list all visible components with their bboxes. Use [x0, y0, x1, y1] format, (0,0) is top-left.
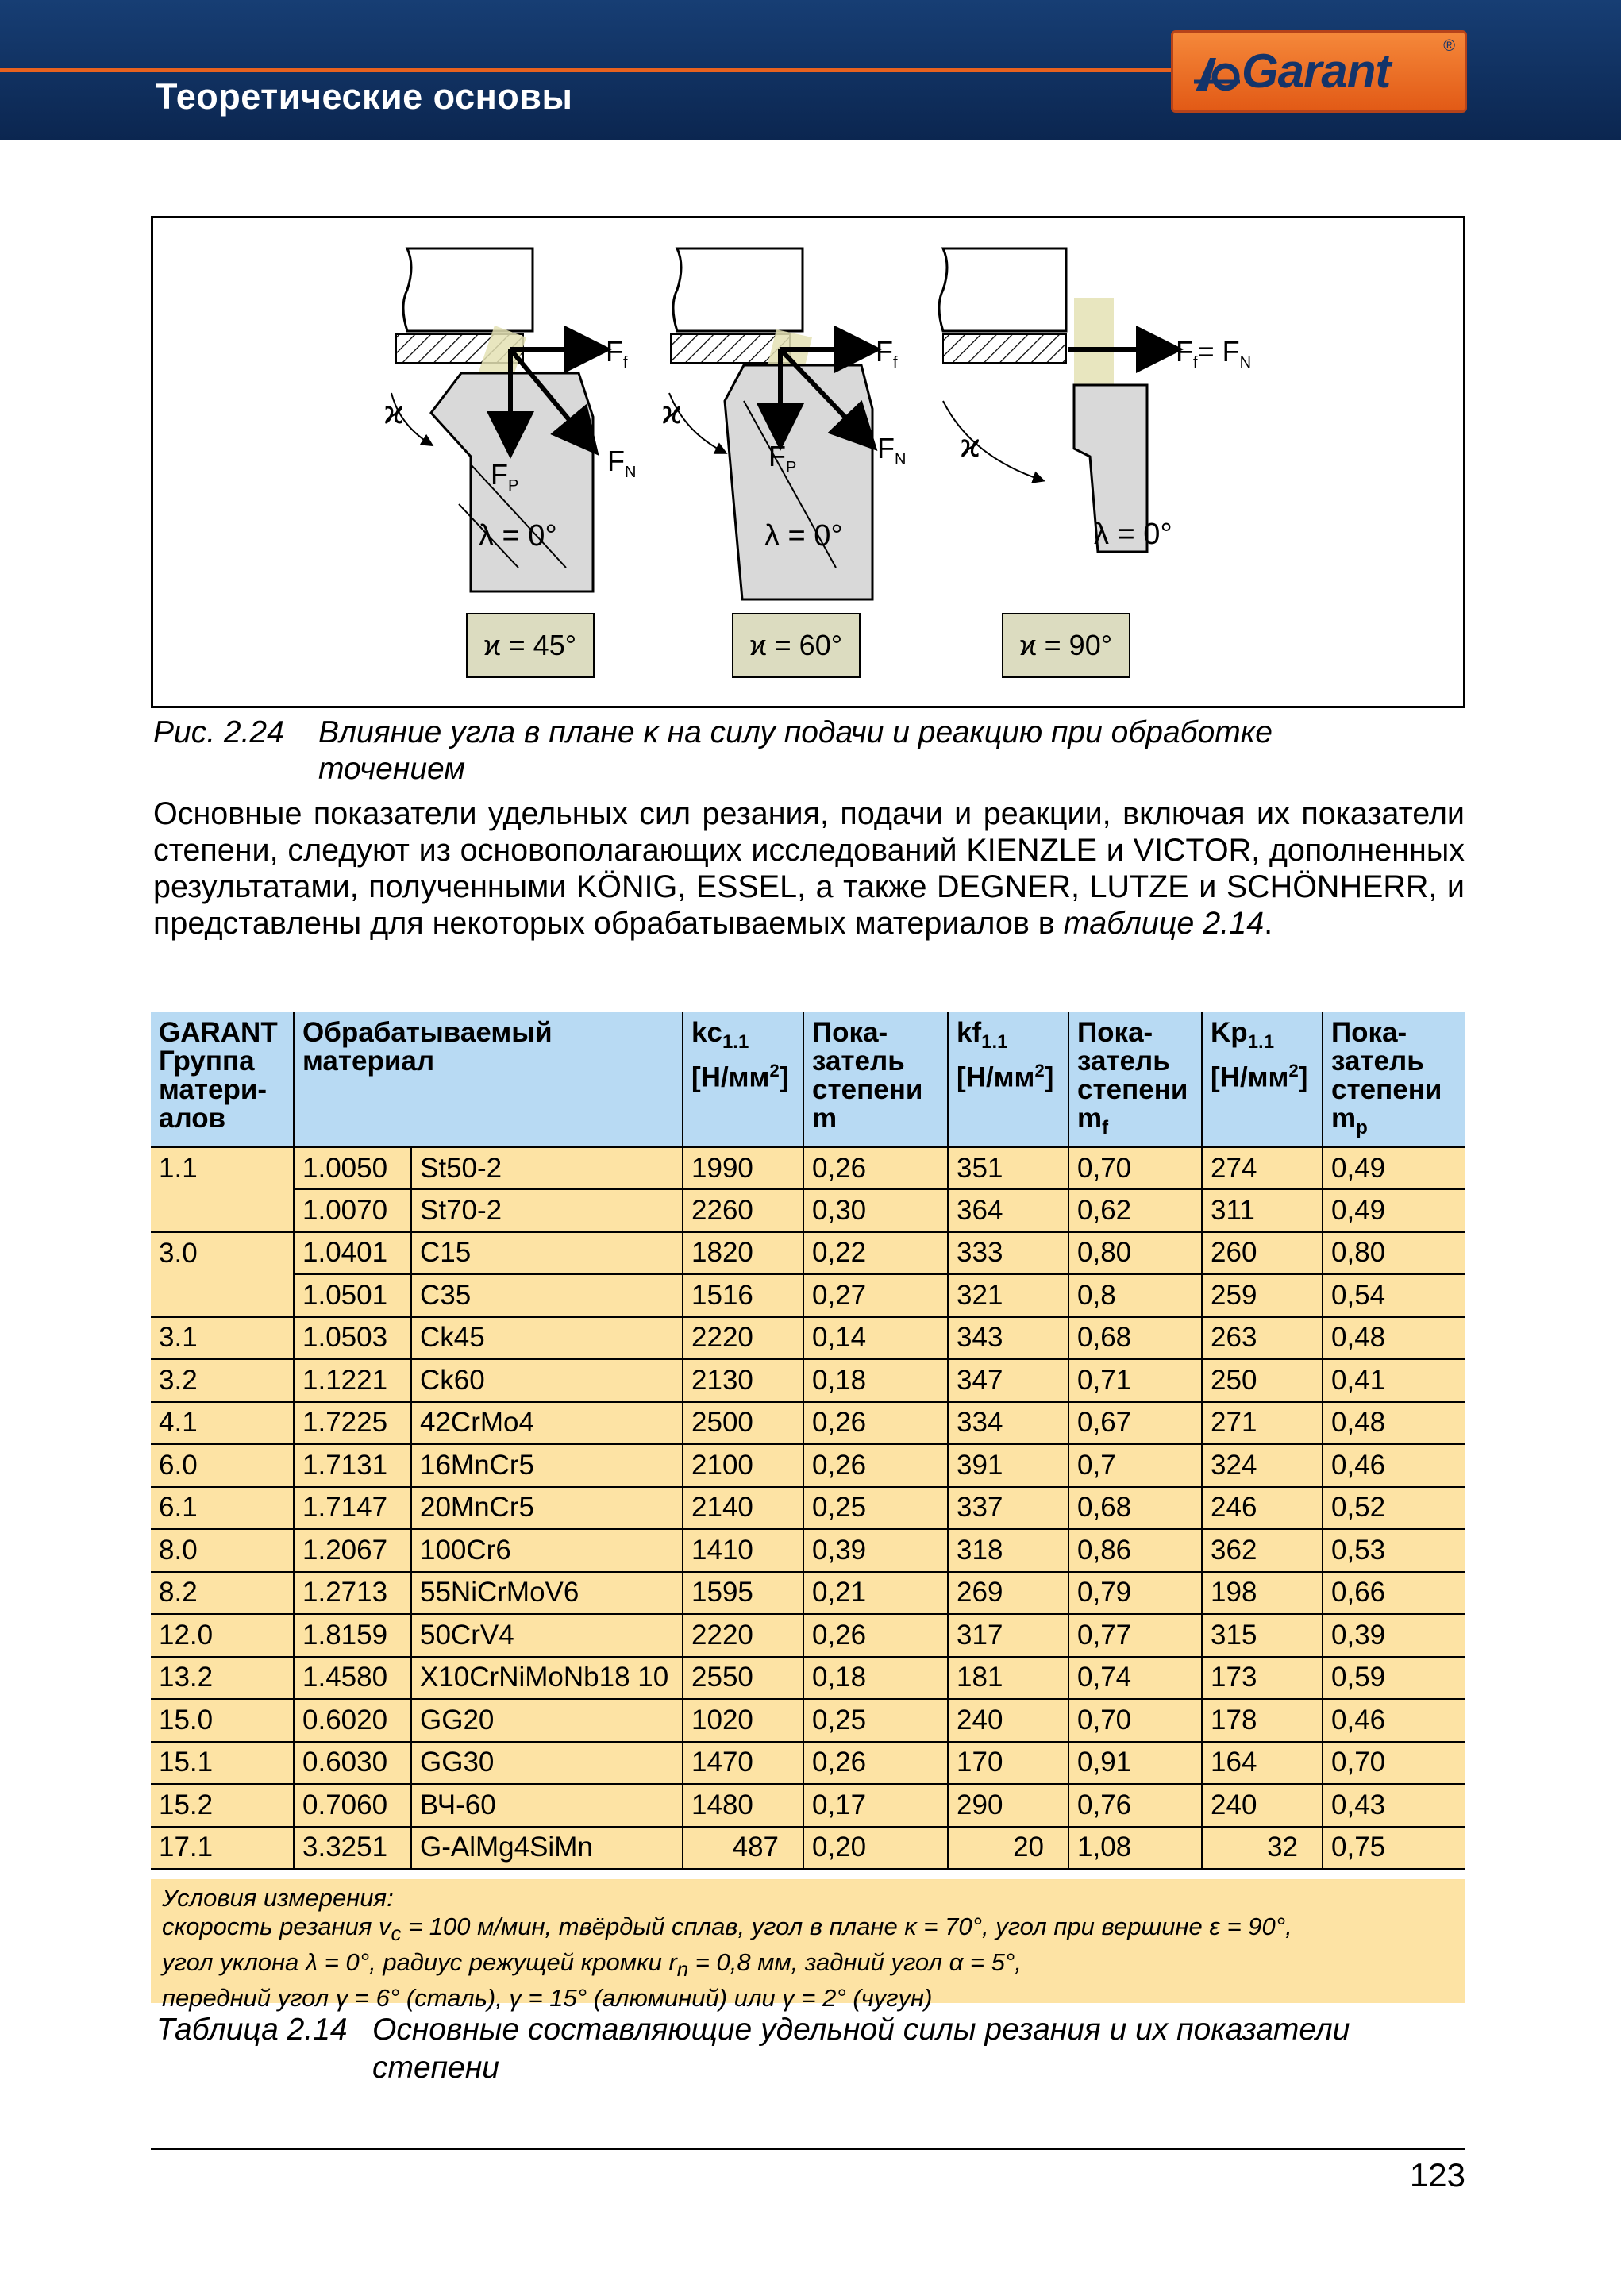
cell-mf: 0,77: [1068, 1614, 1202, 1657]
cell-mp: 0,54: [1323, 1274, 1465, 1317]
table-row: [151, 1274, 1465, 1317]
cell-mf: 0,79: [1068, 1572, 1202, 1615]
cell-mf: 1,08: [1068, 1827, 1202, 1870]
conditions-title: Условия измерения:: [162, 1884, 394, 1912]
table-row: [151, 1784, 1465, 1827]
cell-mf: 0,70: [1068, 1699, 1202, 1742]
cell-kc: 1480: [683, 1784, 803, 1827]
force-sub: P: [508, 477, 519, 495]
cell-kf: 317: [948, 1614, 1068, 1657]
cell-kf: 290: [948, 1784, 1068, 1827]
cell-kf: 321: [948, 1274, 1068, 1317]
cell-kf: 269: [948, 1572, 1068, 1615]
lambda-label: λ = 0°: [1094, 518, 1172, 551]
cell-kf: 181: [948, 1657, 1068, 1700]
figure-kappa-influence: [151, 216, 1465, 708]
cell-group: 1.1: [151, 1147, 294, 1190]
chip: [1074, 298, 1114, 385]
cell-kc: 2550: [683, 1657, 803, 1700]
table-row: [151, 1827, 1465, 1870]
page-section-title: Теоретические основы: [156, 76, 573, 117]
cell-name: St50-2: [411, 1147, 683, 1190]
cell-group: 15.0: [151, 1699, 294, 1742]
table-row: [151, 1232, 1465, 1275]
cell-m: 0,26: [803, 1444, 948, 1487]
cell-kc: 2220: [683, 1614, 803, 1657]
cell-mf: 0,8: [1068, 1274, 1202, 1317]
conditions-line: угол уклона λ = 0°, радиус режущей кромки $r_n = 0,8$ мм, задний угол α = 5°,: [162, 1948, 1022, 1982]
cell-num: 1.1221: [294, 1359, 411, 1402]
svg-text:Ff= FN: [1176, 335, 1251, 372]
cell-kc: 1595: [683, 1572, 803, 1615]
cell-group: 3.2: [151, 1359, 294, 1402]
cell-kp: 271: [1202, 1402, 1323, 1445]
logo-text: Garant: [1242, 44, 1391, 98]
force-eq-label: = F: [1197, 335, 1240, 368]
cell-m: 0,25: [803, 1487, 948, 1530]
force-sub: f: [623, 354, 628, 372]
cell-kf: 318: [948, 1529, 1068, 1572]
table-row: [151, 1742, 1465, 1785]
cell-group: 6.1: [151, 1487, 294, 1530]
cell-m: 0,26: [803, 1614, 948, 1657]
cell-mp: 0,48: [1323, 1402, 1465, 1445]
cell-name: G-AlMg4SiMn: [411, 1827, 683, 1870]
force-label: F: [491, 458, 508, 491]
cell-kp: 240: [1202, 1784, 1323, 1827]
cell-name: 16MnCr5: [411, 1444, 683, 1487]
kappa-arc: [943, 401, 1042, 480]
table-row: [151, 1147, 1465, 1190]
cell-kf: 391: [948, 1444, 1068, 1487]
cell-num: 1.7225: [294, 1402, 411, 1445]
cell-group: 17.1: [151, 1827, 294, 1870]
cell-m: 0,26: [803, 1147, 948, 1190]
header-mf: Пока-затель степени $m_f$: [1068, 1012, 1202, 1147]
cell-group: 12.0: [151, 1614, 294, 1657]
header-kp: $Kp_{1.1}$ $[Н/мм^2]$: [1202, 1012, 1323, 1147]
kappa-symbol: ϰ: [960, 428, 981, 464]
cell-num: 1.0501: [294, 1274, 411, 1317]
cell-kp: 173: [1202, 1657, 1323, 1700]
cell-group: 15.2: [151, 1784, 294, 1827]
force-sub: N: [1239, 354, 1252, 372]
cell-group: 8.0: [151, 1529, 294, 1572]
cell-m: 0,39: [803, 1529, 948, 1572]
header-mp: Пока-затель степени $m_p$: [1323, 1012, 1465, 1147]
figure-drawing: [153, 218, 1463, 706]
cell-num: 1.0401: [294, 1232, 411, 1275]
cell-kp: 164: [1202, 1742, 1323, 1785]
cell-m: 0,22: [803, 1232, 948, 1275]
cell-mp: 0,70: [1323, 1742, 1465, 1785]
cell-num: 1.0070: [294, 1189, 411, 1232]
cell-name: 20MnCr5: [411, 1487, 683, 1530]
cell-kc: 2130: [683, 1359, 803, 1402]
table-row: [151, 1359, 1465, 1402]
cell-mf: 0,67: [1068, 1402, 1202, 1445]
cell-mp: 0,53: [1323, 1529, 1465, 1572]
cell-m: 0,26: [803, 1742, 948, 1785]
kappa-label: ϰ = 45°: [483, 629, 577, 661]
cell-kf: 347: [948, 1359, 1068, 1402]
cell-num: 1.2713: [294, 1572, 411, 1615]
paragraph-text: Основные показатели удельных сил резания, подачи и реакции, включая их показатели степени, следуют из основополагающих исследований KIENZLE и VICTOR, дополненных результатами, полученными KÖNIG, ESSEL, а также DEGNER, LUTZE и SCHÖNHERR, и представлены для некоторых обрабатываемых материалов в: [153, 796, 1465, 941]
cell-kp: 311: [1202, 1189, 1323, 1232]
cell-m: 0,27: [803, 1274, 948, 1317]
header-band: [0, 0, 1621, 140]
cell-group: 6.0: [151, 1444, 294, 1487]
panel-kappa-90: [939, 248, 1251, 677]
force-sub: N: [625, 464, 637, 481]
cell-name: Ck60: [411, 1359, 683, 1402]
svg-text:FN: [877, 432, 906, 468]
cell-mp: 0,46: [1323, 1699, 1465, 1742]
cell-num: 0.7060: [294, 1784, 411, 1827]
cell-kc: 1470: [683, 1742, 803, 1785]
cell-group: 15.1: [151, 1742, 294, 1785]
cell-kf: 337: [948, 1487, 1068, 1530]
cell-group: 3.0: [151, 1232, 294, 1275]
cell-kc: 2140: [683, 1487, 803, 1530]
cell-num: 3.3251: [294, 1827, 411, 1870]
cell-kf: 333: [948, 1232, 1068, 1275]
cell-kc: 2260: [683, 1189, 803, 1232]
figure-caption-text-cont: точением: [318, 752, 466, 786]
cell-group: 13.2: [151, 1657, 294, 1700]
footer-rule: [151, 2148, 1465, 2150]
cell-mf: 0,80: [1068, 1232, 1202, 1275]
force-label: F: [607, 445, 625, 477]
cell-kf: 343: [948, 1317, 1068, 1360]
table-row: [151, 1699, 1465, 1742]
cell-name: 100Cr6: [411, 1529, 683, 1572]
cell-mp: 0,48: [1323, 1317, 1465, 1360]
cell-kf: 351: [948, 1147, 1068, 1190]
cell-kc: 1516: [683, 1274, 803, 1317]
cell-kc: 2100: [683, 1444, 803, 1487]
cell-kp: 274: [1202, 1147, 1323, 1190]
figure-caption: [153, 715, 1273, 788]
cell-mp: 0,49: [1323, 1189, 1465, 1232]
cell-name: St70-2: [411, 1189, 683, 1232]
cell-kc: 1990: [683, 1147, 803, 1190]
kappa-symbol: ϰ: [661, 395, 683, 431]
cell-kc: 1020: [683, 1699, 803, 1742]
table-row: [151, 1614, 1465, 1657]
header-kf: $kf_{1.1}$ $[Н/мм^2]$: [948, 1012, 1068, 1147]
header-group: GARANT Группа матери-алов: [151, 1012, 294, 1147]
cell-num: 1.2067: [294, 1529, 411, 1572]
cell-kp: 260: [1202, 1232, 1323, 1275]
force-sub: f: [893, 354, 898, 372]
lambda-label: λ = 0°: [764, 519, 843, 553]
cell-mp: 0,52: [1323, 1487, 1465, 1530]
table-row: [151, 1572, 1465, 1615]
cell-kp: 362: [1202, 1529, 1323, 1572]
cell-name: ВЧ-60: [411, 1784, 683, 1827]
cell-name: 55NiCrMoV6: [411, 1572, 683, 1615]
table-reference: таблице 2.14: [1063, 906, 1265, 941]
cell-group: [151, 1274, 294, 1317]
cell-mp: 0,75: [1323, 1827, 1465, 1870]
table-header-row: [151, 1012, 1465, 1147]
cell-kp: 178: [1202, 1699, 1323, 1742]
panel-kappa-60: [661, 248, 906, 677]
cell-kp: 32: [1202, 1827, 1323, 1870]
cell-mf: 0,62: [1068, 1189, 1202, 1232]
panel-kappa-45: [383, 248, 636, 677]
cell-name: GG20: [411, 1699, 683, 1742]
cell-name: GG30: [411, 1742, 683, 1785]
paragraph-end: .: [1264, 906, 1273, 941]
table-caption-text-cont: степени: [372, 2051, 499, 2085]
cell-mp: 0,39: [1323, 1614, 1465, 1657]
cell-mf: 0,86: [1068, 1529, 1202, 1572]
logo-registered-mark: ®: [1443, 37, 1455, 55]
workpiece: [403, 248, 533, 331]
lambda-label: λ = 0°: [479, 519, 557, 553]
cell-m: 0,18: [803, 1359, 948, 1402]
cell-kf: 240: [948, 1699, 1068, 1742]
cell-kp: 198: [1202, 1572, 1323, 1615]
header-m: Пока-затель степени m: [803, 1012, 948, 1147]
cell-mf: 0,7: [1068, 1444, 1202, 1487]
cell-group: 3.1: [151, 1317, 294, 1360]
header-kc: $kc_{1.1}$ $[Н/мм^2]$: [683, 1012, 803, 1147]
cell-m: 0,21: [803, 1572, 948, 1615]
cell-group: [151, 1189, 294, 1232]
figure-caption-number: Рис. 2.24: [153, 715, 284, 749]
cell-m: 0,25: [803, 1699, 948, 1742]
cell-num: 0.6030: [294, 1742, 411, 1785]
cell-num: 1.7147: [294, 1487, 411, 1530]
cutting-force-table: [151, 1012, 1465, 1870]
garant-logo: [1171, 30, 1467, 113]
cell-mp: 0,49: [1323, 1147, 1465, 1190]
cut-layer: [943, 334, 1066, 363]
conditions-line: скорость резания $v_c = 100$ м/мин, твёрдый сплав, угол в плане κ = 70°, угол при вершине ε = 90°,: [162, 1913, 1292, 1946]
cell-m: 0,30: [803, 1189, 948, 1232]
cell-m: 0,14: [803, 1317, 948, 1360]
svg-text:FN: [607, 445, 636, 481]
cell-kp: 250: [1202, 1359, 1323, 1402]
header-accent-line: [0, 68, 1173, 72]
table-row: [151, 1529, 1465, 1572]
cell-group: 4.1: [151, 1402, 294, 1445]
cell-kc: 487: [683, 1827, 803, 1870]
cell-mf: 0,70: [1068, 1147, 1202, 1190]
workpiece: [673, 248, 803, 331]
cell-mp: 0,66: [1323, 1572, 1465, 1615]
cell-num: 1.0050: [294, 1147, 411, 1190]
cell-name: C35: [411, 1274, 683, 1317]
table-row: [151, 1189, 1465, 1232]
force-label: F: [877, 432, 895, 464]
cell-name: Ck45: [411, 1317, 683, 1360]
figure-caption-text: Влияние угла в плане κ на силу подачи и реакцию при обработке: [318, 715, 1273, 749]
cell-kc: 1410: [683, 1529, 803, 1572]
cell-mf: 0,68: [1068, 1487, 1202, 1530]
cell-mf: 0,68: [1068, 1317, 1202, 1360]
cell-kp: 246: [1202, 1487, 1323, 1530]
page-number: 123: [1409, 2156, 1465, 2194]
table-row: [151, 1444, 1465, 1487]
header-material: Обрабатываемый материал: [294, 1012, 683, 1147]
table-row: [151, 1317, 1465, 1360]
cell-mp: 0,80: [1323, 1232, 1465, 1275]
cell-kc: 1820: [683, 1232, 803, 1275]
table-row: [151, 1487, 1465, 1530]
garant-logo-icon: [1192, 53, 1242, 94]
cell-mp: 0,59: [1323, 1657, 1465, 1700]
workpiece: [939, 248, 1066, 331]
cell-kp: 315: [1202, 1614, 1323, 1657]
cell-kf: 20: [948, 1827, 1068, 1870]
body-paragraph: [153, 796, 1465, 942]
force-label: F: [1176, 335, 1193, 368]
cell-kp: 259: [1202, 1274, 1323, 1317]
cell-m: 0,26: [803, 1402, 948, 1445]
cell-mf: 0,76: [1068, 1784, 1202, 1827]
cell-group: 8.2: [151, 1572, 294, 1615]
cutting-tool: [725, 365, 872, 599]
cell-kf: 170: [948, 1742, 1068, 1785]
kappa-label: ϰ = 60°: [749, 629, 843, 661]
cell-kf: 364: [948, 1189, 1068, 1232]
svg-text:Ff: [876, 335, 898, 372]
cell-mf: 0,74: [1068, 1657, 1202, 1700]
cell-m: 0,20: [803, 1827, 948, 1870]
table-caption: [156, 2011, 1350, 2087]
table-row: [151, 1657, 1465, 1700]
cell-mf: 0,71: [1068, 1359, 1202, 1402]
cell-num: 0.6020: [294, 1699, 411, 1742]
cell-name: 50CrV4: [411, 1614, 683, 1657]
table-caption-text: Основные составляющие удельной силы резания и их показатели: [372, 2013, 1350, 2047]
cell-num: 1.4580: [294, 1657, 411, 1700]
cell-m: 0,17: [803, 1784, 948, 1827]
table-caption-number: Таблица 2.14: [156, 2013, 348, 2047]
force-sub: N: [895, 451, 907, 468]
cell-kp: 324: [1202, 1444, 1323, 1487]
force-sub: f: [1193, 354, 1198, 372]
cell-num: 1.0503: [294, 1317, 411, 1360]
cell-kp: 263: [1202, 1317, 1323, 1360]
cell-kf: 334: [948, 1402, 1068, 1445]
measurement-conditions: [151, 1879, 1465, 2013]
cell-name: 42CrMo4: [411, 1402, 683, 1445]
cell-name: C15: [411, 1232, 683, 1275]
cell-kc: 2500: [683, 1402, 803, 1445]
kappa-symbol: ϰ: [383, 395, 405, 431]
force-sub: P: [786, 459, 797, 476]
cell-mp: 0,43: [1323, 1784, 1465, 1827]
cell-kc: 2220: [683, 1317, 803, 1360]
cell-mp: 0,46: [1323, 1444, 1465, 1487]
cell-mp: 0,41: [1323, 1359, 1465, 1402]
force-label: F: [606, 335, 623, 368]
svg-text:Ff: [606, 335, 628, 372]
force-label: F: [876, 335, 893, 368]
cell-mf: 0,91: [1068, 1742, 1202, 1785]
cell-num: 1.8159: [294, 1614, 411, 1657]
table-row: [151, 1402, 1465, 1445]
conditions-line: передний угол γ = 6° (сталь), γ = 15° (алюминий) или γ = 2° (чугун): [162, 1984, 933, 2013]
kappa-label: ϰ = 90°: [1019, 629, 1113, 661]
cell-m: 0,18: [803, 1657, 948, 1700]
cell-name: X10CrNiMoNb18 10: [411, 1657, 683, 1700]
cell-num: 1.7131: [294, 1444, 411, 1487]
force-label: F: [768, 440, 786, 472]
